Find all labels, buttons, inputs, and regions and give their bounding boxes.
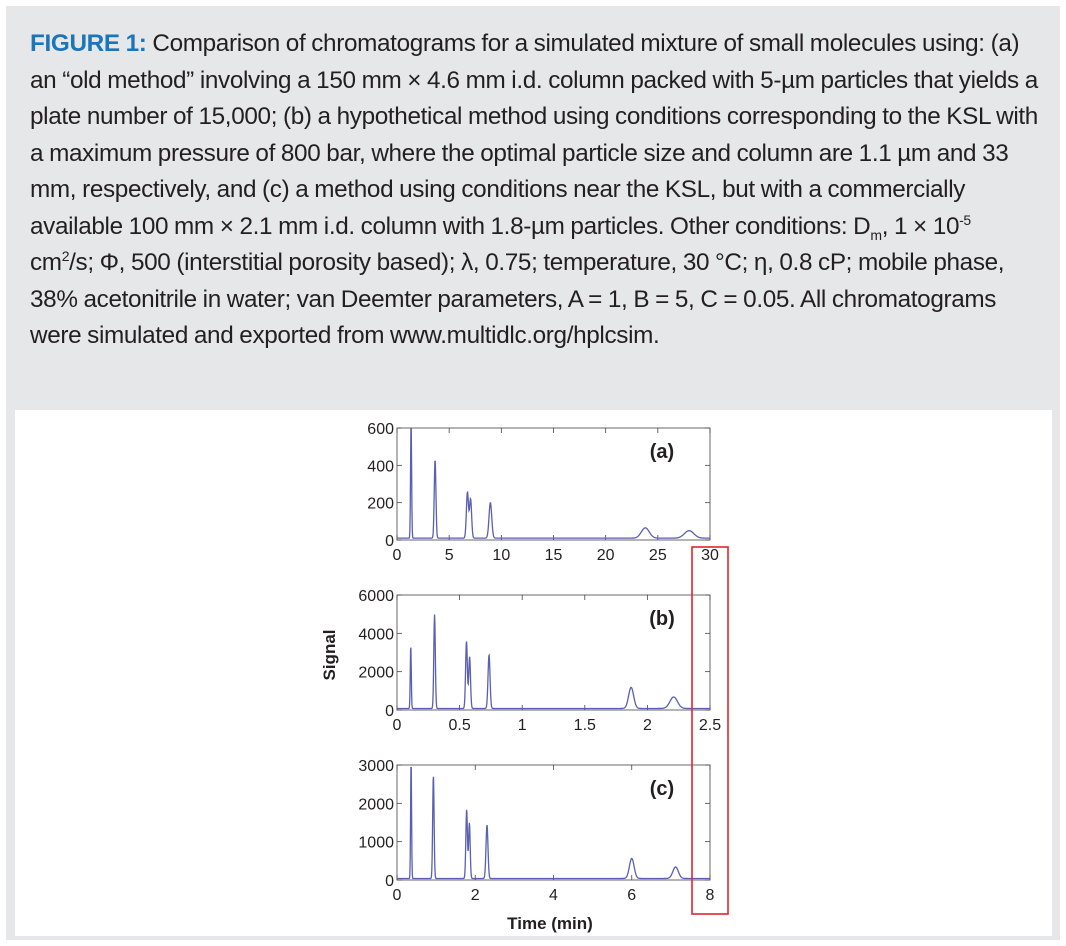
x-tick-label: 25 [648, 547, 667, 564]
caption-superscript-2: 2 [61, 247, 70, 264]
y-tick-label: 600 [367, 421, 394, 438]
y-tick-label: 2000 [358, 664, 394, 682]
x-tick-label: 6 [627, 887, 637, 904]
caption-superscript-exp: -5 [959, 211, 971, 228]
x-tick-label: 10 [492, 547, 511, 564]
y-tick-label: 0 [385, 873, 394, 890]
y-tick-label: 400 [367, 458, 394, 476]
x-tick-label: 0 [392, 547, 402, 564]
y-tick-label: 6000 [358, 588, 394, 605]
caption-subscript-m: m [870, 226, 882, 243]
figure [6, 6, 1060, 940]
x-tick-label: 0 [392, 717, 402, 734]
caption-text: Comparison of chromatograms for a simulated mixture of small molecules using: (a) an “old method” involving a 150 mm × 4.6 mm i.d. column packed with 5-µm particles that yields a plate number of 15,000; (b) a hypothetical method using conditions corresponding to the KSL with a maximum pressure of 800 bar, where the optimal particle size and column are 1.1 µm and 33 mm, respectively, and (c) a method using conditions near the KSL, but with a commercially available 100 mm × 2.1 mm i.d. column with 1.8-µm particles. Other conditions: D [30, 30, 1038, 240]
y-tick-label: 2000 [358, 796, 394, 814]
y-tick-label: 3000 [358, 758, 394, 775]
x-tick-label: 20 [596, 547, 615, 564]
panel-label: (a) [649, 441, 675, 463]
x-tick-label: 0.5 [448, 717, 471, 734]
caption-text-2: , 1 × 10 [881, 212, 960, 240]
x-tick-label: 30 [701, 547, 719, 564]
y-tick-label: 1000 [358, 834, 394, 852]
chart-panel-a [367, 421, 719, 564]
caption-text-4: /s; Φ, 500 (interstitial porosity based); λ, 0.75; temperature, 30 °C; η, 0.8 cP; mobile phase, 38% acetonitrile in water; van Deemter parameters, A = 1, B = 5, C = 0.05. All chromatograms were simulated and exported from www.multidlc.org/hplcsim. [30, 249, 1005, 349]
y-tick-label: 200 [367, 495, 394, 513]
y-tick-label: 0 [385, 703, 394, 720]
x-tick-label: 2 [470, 887, 480, 904]
x-tick-label: 0 [392, 887, 402, 904]
x-tick-label: 5 [444, 547, 454, 564]
y-tick-label: 0 [385, 533, 394, 550]
x-tick-label: 4 [549, 887, 558, 904]
chromatogram-chart [15, 410, 1052, 936]
x-tick-label: 8 [705, 887, 715, 904]
figure-label: FIGURE 1: [30, 30, 147, 57]
x-axis-title: Time (min) [507, 914, 593, 933]
x-tick-label: 2.5 [698, 717, 722, 734]
x-tick-label: 15 [544, 547, 563, 564]
x-tick-label: 1 [517, 717, 527, 734]
caption-text-3: cm [30, 249, 62, 276]
y-tick-label: 4000 [358, 626, 394, 644]
chart-panel-c [358, 758, 714, 904]
chart-panel [15, 410, 1052, 936]
figure-caption [30, 26, 1040, 355]
x-tick-label: 2 [642, 717, 652, 734]
y-axis-title: Signal [320, 629, 339, 681]
panel-label: (c) [649, 778, 675, 800]
x-tick-label: 1.5 [573, 717, 596, 734]
chart-panel-b [358, 588, 721, 734]
panel-label: (b) [649, 608, 675, 630]
